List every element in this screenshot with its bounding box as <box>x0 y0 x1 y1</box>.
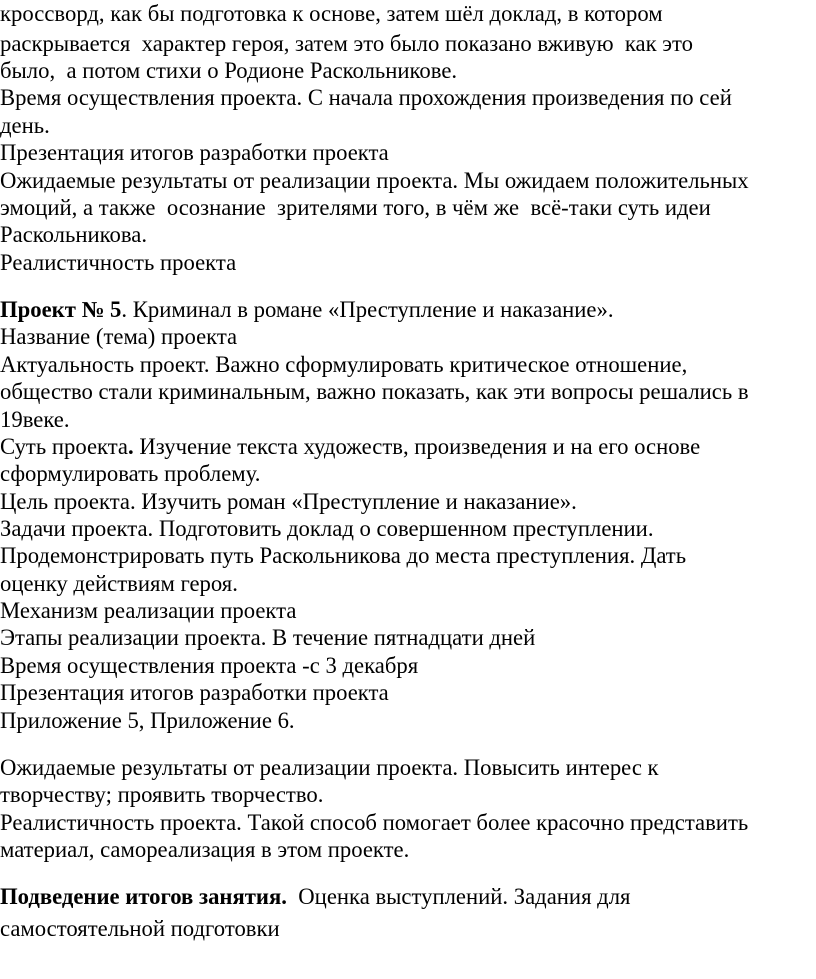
text-line: сформулировать проблему. <box>0 461 261 486</box>
text-line: Этапы реализации проекта. В течение пятнадцати дней <box>0 625 536 650</box>
summary-text: Оценка выступлений. Задания для <box>286 884 631 909</box>
summary-heading <box>0 883 630 910</box>
text-line: Продемонстрировать путь Раскольникова до места преступления. Дать <box>0 543 687 568</box>
text-line: Реалистичность проекта <box>0 250 237 275</box>
text-line: день. <box>0 113 50 138</box>
summary-label: Подведение итогов занятия. <box>0 884 287 909</box>
text-line: оценку действиям героя. <box>0 571 238 596</box>
text-line: Название (тема) проекта <box>0 324 238 349</box>
text-line: Ожидаемые результаты от реализации проекта. Повысить интерес к <box>0 755 659 780</box>
project-essence-dot: . <box>128 434 134 459</box>
text-line: эмоций, а также осознание зрителями того, в чём же всё-таки суть идеи <box>0 195 711 220</box>
project-5-heading <box>0 296 614 323</box>
text-line: Реалистичность проекта. Такой способ помогает более красочно представить <box>0 810 749 835</box>
text-line: Задачи проекта. Подготовить доклад о совершенном преступлении. <box>0 516 654 541</box>
text-line: Презентация итогов разработки проекта <box>0 140 389 165</box>
text-line: Актуальность проект. Важно сформулировать критическое отношение, <box>0 352 688 377</box>
text-line: кроссворд, как бы подготовка к основе, затем шёл доклад, в котором <box>0 1 663 26</box>
project-essence-label: Суть проекта <box>0 434 129 459</box>
text-line: было, а потом стихи о Родионе Раскольникове. <box>0 58 458 83</box>
text-line: 19веке. <box>0 407 70 432</box>
project-5-title: . Криминал в романе «Преступление и наказание». <box>121 297 614 322</box>
project-5-number: Проект № 5 <box>0 297 122 322</box>
text-line: Время осуществления проекта -с 3 декабря <box>0 653 419 678</box>
text-line: творчеству; проявить творчество. <box>0 782 324 807</box>
text-line: Время осуществления проекта. С начала прохождения произведения по сей <box>0 85 732 110</box>
text-line: Раскольникова. <box>0 222 147 247</box>
project-essence-line <box>0 433 700 460</box>
text-line: Приложение 5, Приложение 6. <box>0 708 295 733</box>
text-line: Механизм реализации проекта <box>0 598 297 623</box>
text-line: материал, самореализация в этом проекте. <box>0 837 410 862</box>
text-line: Ожидаемые результаты от реализации проекта. Мы ожидаем положительных <box>0 168 749 193</box>
text-line: самостоятельной подготовки <box>0 916 280 941</box>
text-line: Презентация итогов разработки проекта <box>0 680 389 705</box>
text-line: Цель проекта. Изучить роман «Преступление и наказание». <box>0 489 577 514</box>
text-line: общество стали криминальным, важно показать, как эти вопросы решались в <box>0 379 749 404</box>
text-line: раскрывается характер героя, затем это было показано вживую как это <box>0 31 694 56</box>
project-essence-text: Изучение текста художеств, произведения и на его основе <box>133 434 701 459</box>
